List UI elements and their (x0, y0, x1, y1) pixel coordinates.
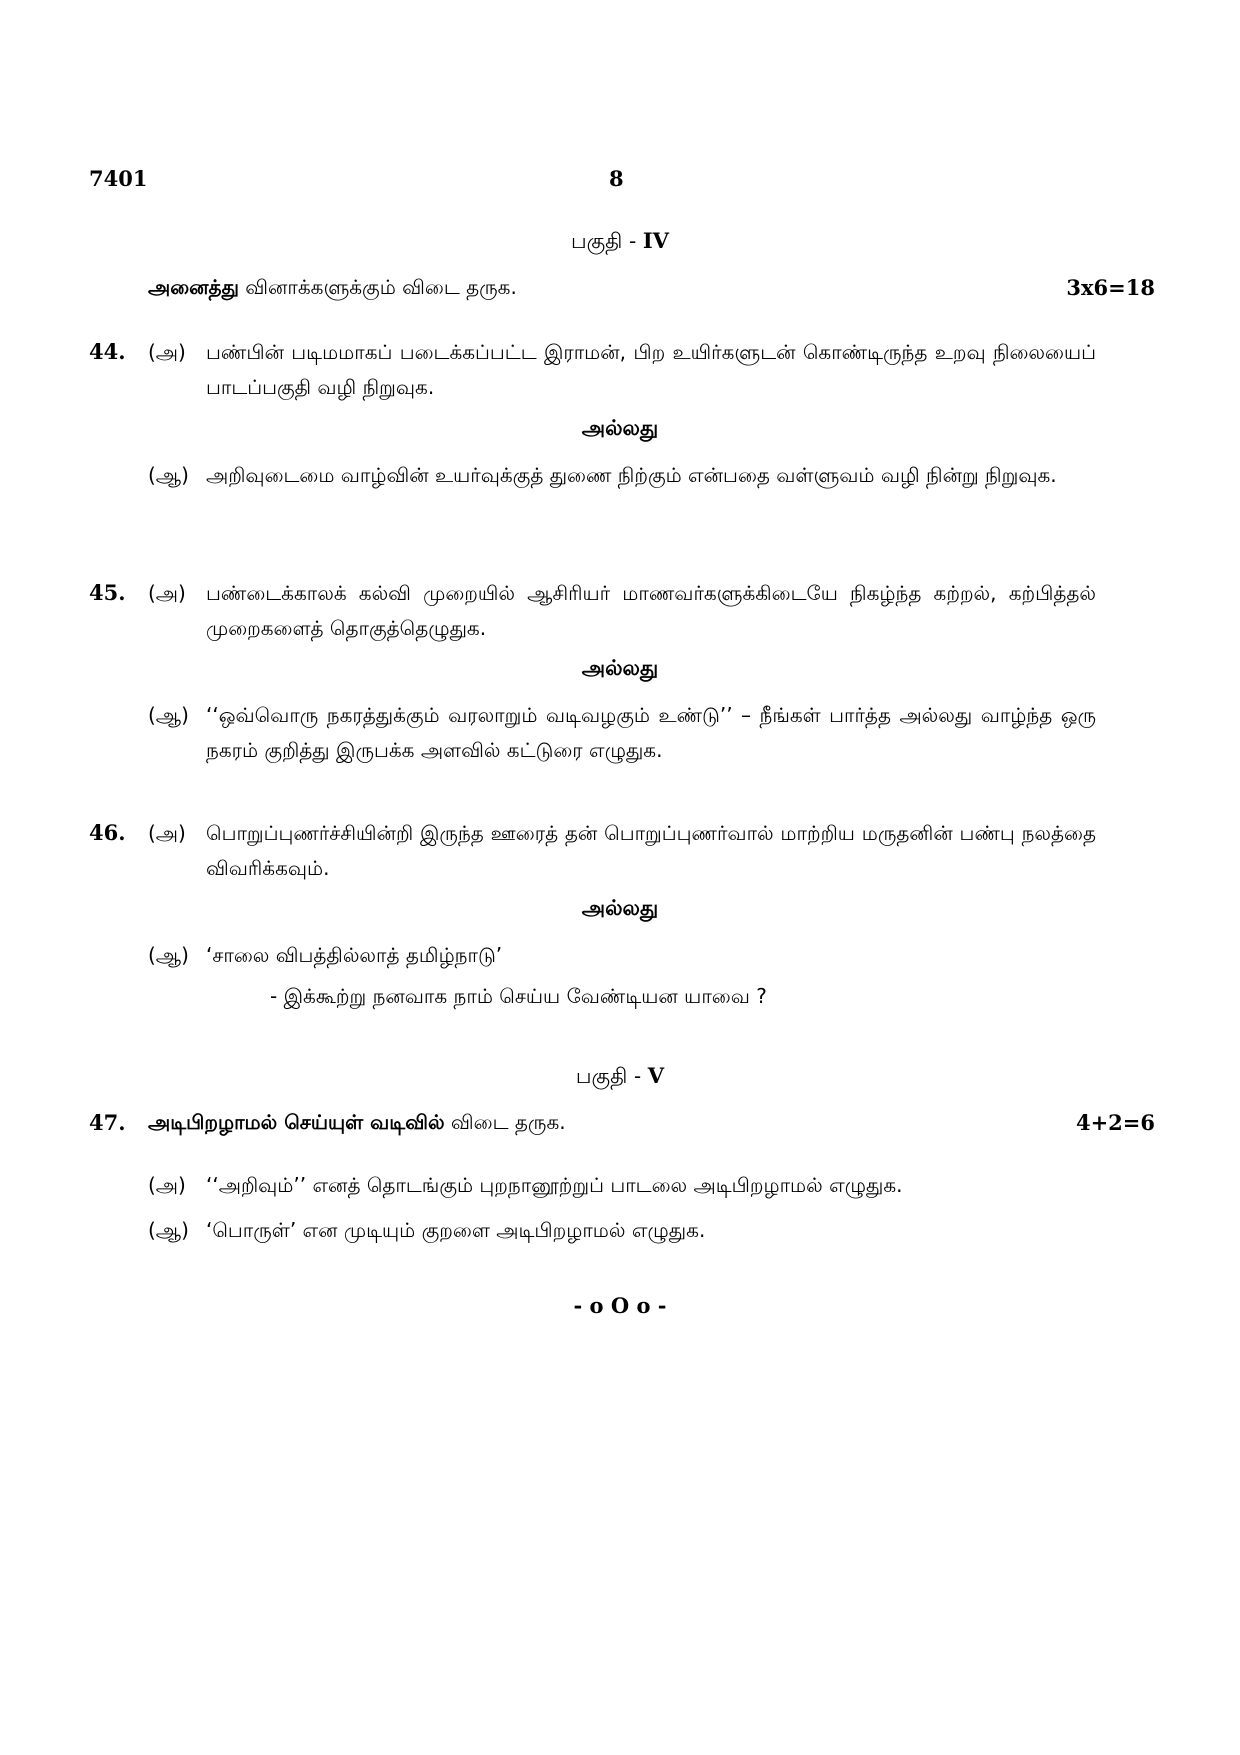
question-44-option-a (148, 335, 1098, 405)
option-label: (அ) (148, 340, 186, 364)
option-label: (ஆ) (148, 463, 189, 487)
option-label: (ஆ) (148, 943, 189, 967)
section-title-part-4 (0, 228, 1240, 256)
question-45-option-a (148, 576, 1098, 646)
question-number-44: 44. (89, 339, 126, 364)
end-of-paper-mark: - o O o - (573, 1293, 667, 1318)
section-dash: - (629, 229, 637, 253)
instruction-rest: விடை தருக. (450, 1110, 566, 1134)
question-45-option-b (148, 698, 1098, 768)
instruction-bold: அடிபிறழாமல் செய்யுள் வடிவில் (148, 1110, 445, 1134)
section-word: பகுதி (575, 1064, 628, 1088)
option-text: அறிவுடைமை வாழ்வின் உயர்வுக்குத் துணை நிற்கும் என்பதை வள்ளுவம் வழி நின்று நிறுவுக. (206, 463, 1057, 487)
option-label: (அ) (148, 1173, 186, 1197)
question-44-option-b (148, 458, 1098, 493)
option-label: (அ) (148, 821, 186, 845)
option-text: பொறுப்புணர்ச்சியின்றி இருந்த ஊரைத் தன் பொறுப்புணர்வால் மாற்றிய மருதனின் பண்பு நலத்தை விவரிக்கவும். (206, 821, 1096, 880)
part-4-instruction (148, 275, 517, 302)
question-number-47: 47. (89, 1110, 126, 1135)
option-text: ‘சாலை விபத்தில்லாத் தமிழ்நாடு’ (206, 943, 503, 967)
option-text: ‘பொருள்’ என முடியும் குறளை அடிபிறழாமல் எழுதுக. (206, 1218, 706, 1242)
part-5-instruction (148, 1110, 566, 1137)
option-label: (அ) (148, 581, 186, 605)
question-number-45: 45. (89, 580, 126, 605)
part-5-marks: 4+2=6 (1075, 1110, 1155, 1135)
question-44-or: அல்லது (581, 416, 659, 440)
question-number-46: 46. (89, 820, 126, 845)
section-roman: IV (642, 228, 669, 253)
question-46-option-b-subline: - இக்கூற்று நனவாக நாம் செய்ய வேண்டியன யாவை ? (270, 984, 767, 1008)
section-roman: V (647, 1063, 665, 1088)
question-47-option-b (148, 1213, 1098, 1248)
section-title-part-5 (0, 1063, 1240, 1091)
question-46-or: அல்லது (581, 896, 659, 920)
instruction-rest: வினாக்களுக்கும் விடை தருக. (245, 275, 517, 299)
page-number: 8 (609, 166, 624, 191)
option-label: (ஆ) (148, 1218, 189, 1242)
option-text: பண்பின் படிமமாகப் படைக்கப்பட்ட இராமன், பிற உயிர்களுடன் கொண்டிருந்த உறவு நிலையைப் பாடப்பகுதி வழி நிறுவுக. (206, 340, 1096, 399)
option-text: பண்டைக்காலக் கல்வி முறையில் ஆசிரியர் மாணவர்களுக்கிடையே நிகழ்ந்த கற்றல், கற்பித்தல் முறைகளைத் தொகுத்தெழுதுக. (206, 581, 1096, 640)
section-word: பகுதி (571, 229, 623, 253)
instruction-bold: அனைத்து (148, 275, 239, 299)
part-4-marks: 3x6=18 (1066, 275, 1155, 300)
option-label: (ஆ) (148, 703, 189, 727)
question-47-option-a (148, 1168, 1098, 1203)
option-text: ‘‘ஒவ்வொரு நகரத்துக்கும் வரலாறும் வடிவழகும் உண்டு’’ – நீங்கள் பார்த்த அல்லது வாழ்ந்த ஒரு நகரம் குறித்து இருபக்க அளவில் கட்டுரை எழுதுக. (206, 703, 1096, 762)
option-text: ‘‘அறிவும்’’ எனத் தொடங்கும் புறநானூற்றுப் பாடலை அடிபிறழாமல் எழுதுக. (206, 1173, 903, 1197)
paper-code: 7401 (89, 166, 148, 191)
section-dash: - (633, 1064, 642, 1088)
question-46-option-b (148, 938, 1098, 973)
question-46-option-a (148, 816, 1098, 886)
question-45-or: அல்லது (581, 656, 659, 680)
